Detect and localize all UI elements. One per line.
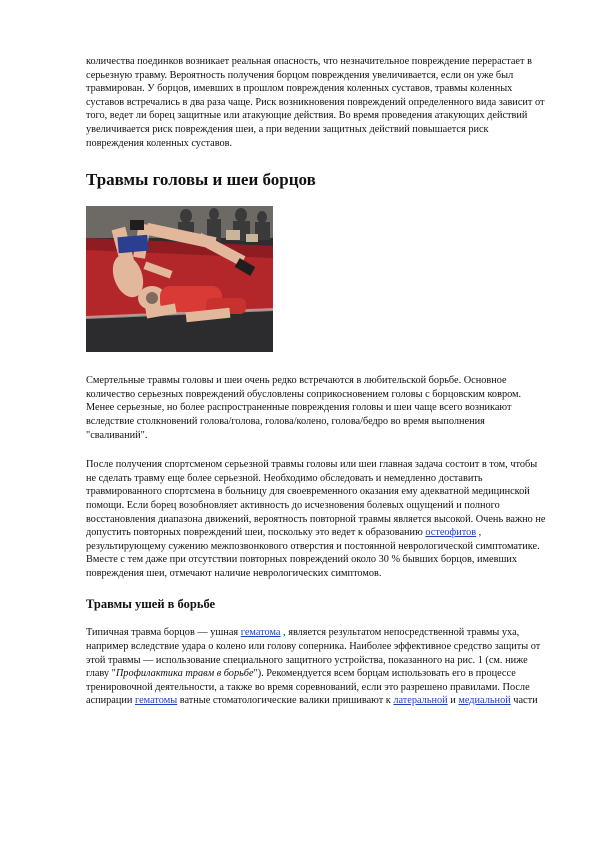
paragraph-text: части <box>510 695 538 707</box>
paragraph-text: , результирующему сужению межпозвонкового отверстия и постоянной неврологической симптоматике. Вместе с тем даже при отсутствии повторных повреждений около 30 % бывших борцов, имевших повреждения шеи, отмечают наличие неврологических симптомов. <box>86 527 540 579</box>
intro-paragraph: количества поединков возникает реальная опасность, что незначительное повреждение перерастает в серьезную травму. Вероятность получения борцом повреждения увеличивается, если он уже был травмирован. У борцов, имевших в прошлом повреждения коленных суставов, травмы коленных суставов встречались в два раза чаще. Риск возникновения повреждений определенного вида зависит от того, ведет ли борец защитные или атакующие действия. Во время проведения атакующих действий увеличивается риск повреждения шеи, а при ведении защитных действий повышается риск повреждения коленных суставов. <box>86 56 545 149</box>
document-content <box>86 55 548 708</box>
paragraph-head-neck-injuries: Смертельные травмы головы и шеи очень редко встречаются в любительской борьбе. Основное количество серьезных повреждений обусловлены соприкосновением головы с борцовским ковром. Менее серьезные, но более распространенные повреждения головы и шеи чаще всего возникают вследствие столкновений голова/голова, голова/колено, голова/бедро во время выполнения "сваливаний". <box>86 375 522 441</box>
chapter-reference: Профилактика травм в борьбе <box>115 668 254 680</box>
medial-link[interactable]: медиальной <box>458 695 511 707</box>
hematoma-link[interactable]: гематома <box>240 627 281 639</box>
paragraph-text: ватные стоматологические валики пришивают к <box>177 695 394 707</box>
paragraph-text: , является результатом непосредственной травмы уха, например вследствие удара о колено или голову соперника. Наиболее эффективное средство защиты от этой травмы — использование специального защитного устройства, показанного на рис. 1 (см. ниже главу " <box>86 627 541 680</box>
subsection-title: Травмы ушей в борьбе <box>86 597 216 612</box>
paragraph-text: Типичная травма борцов — ушная <box>86 627 241 639</box>
paragraph-text: "). Рекомендуется всем борцам использовать его в процессе тренировочной деятельности, а также во время соревнований, если это разрешено правилами. После аспирации <box>86 668 530 707</box>
section-title: Травмы головы и шеи борцов <box>86 170 316 190</box>
hematomas-link[interactable]: гематомы <box>135 695 178 707</box>
paragraph-text: После получения спортсменом серьезной травмы головы или шеи главная задача состоит в том, чтобы не сделать травму еще более серьезной. Необходимо обследовать и немедленно доставить травмированного спортсмена в больницу для своевременного оказания ему адекватной медицинской помощи. Если борец возобновляет активность до исчезновения болевых ощущений и полного восстановления диапазона движений, вероятность повторной травмы является высокой. Очень важно не допустить повторных повреждений шеи, поскольку это ведет к образованию <box>86 459 546 539</box>
paragraph-text: и <box>447 695 459 707</box>
lateral-link[interactable]: латеральной <box>393 695 448 707</box>
wrestling-photo <box>86 206 273 352</box>
osteophyte-link[interactable]: остеофитов <box>425 527 477 539</box>
paragraph-neck-treatment <box>86 458 548 580</box>
paragraph-ear-injuries <box>86 626 548 708</box>
